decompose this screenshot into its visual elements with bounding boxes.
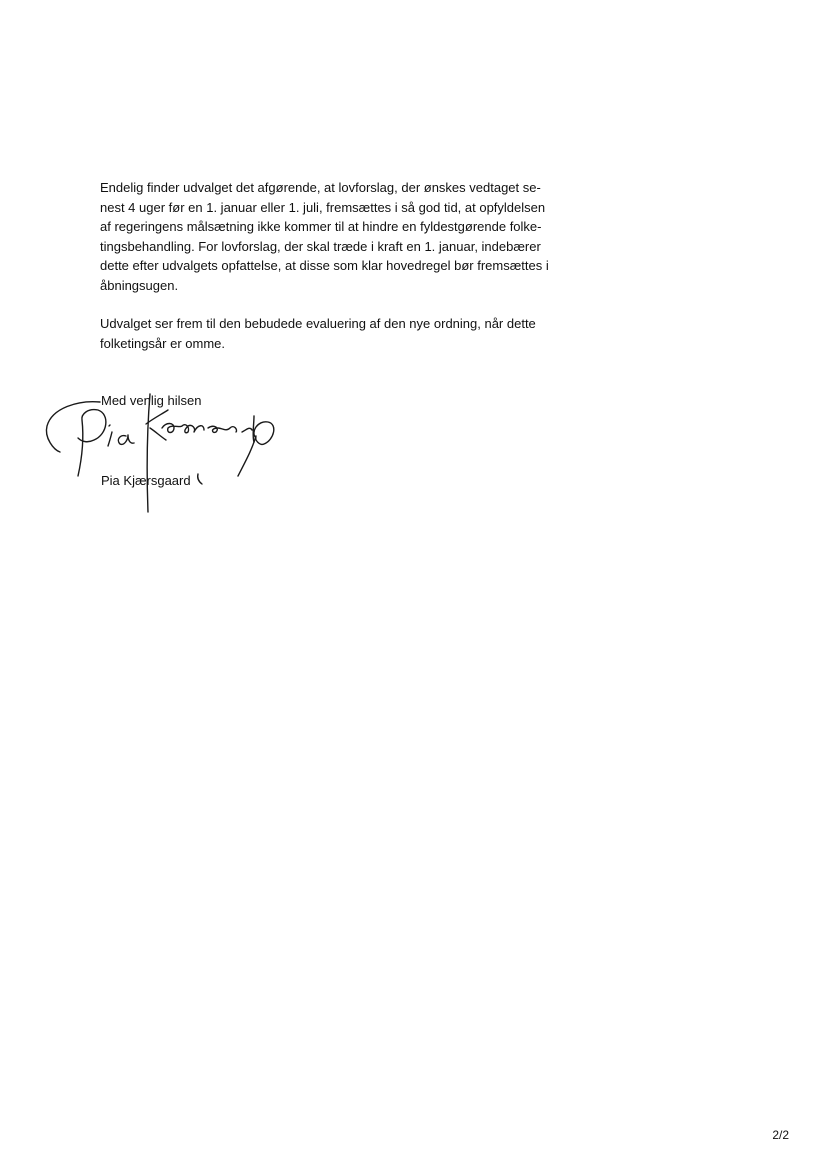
handwritten-signature (38, 388, 278, 513)
paragraph-evaluation: Udvalget ser frem til den bebudede evaluering af den nye ordning, når dette folketingsår er omme. (100, 316, 536, 351)
signer-name: Pia Kjærsgaard (101, 473, 191, 488)
closing-greeting: Med venlig hilsen (101, 393, 202, 408)
paragraph-deadline: Endelig finder udvalget det afgørende, at lovforslag, der ønskes vedtaget se- nest 4 uger før en 1. januar eller 1. juli, fremsættes i så god tid, at opfyldelsen af regeringens målsætning ikke kommer til at hindre en fyldestgørende folke- tingsbehandling. For lovforslag, der skal træde i kraft en 1. januar, indebærer dette efter udvalgets opfattelse, at disse som klar hovedregel bør fremsættes i åbningsugen. (100, 180, 549, 293)
page-number: 2/2 (772, 1128, 789, 1142)
letter-body (100, 178, 590, 372)
